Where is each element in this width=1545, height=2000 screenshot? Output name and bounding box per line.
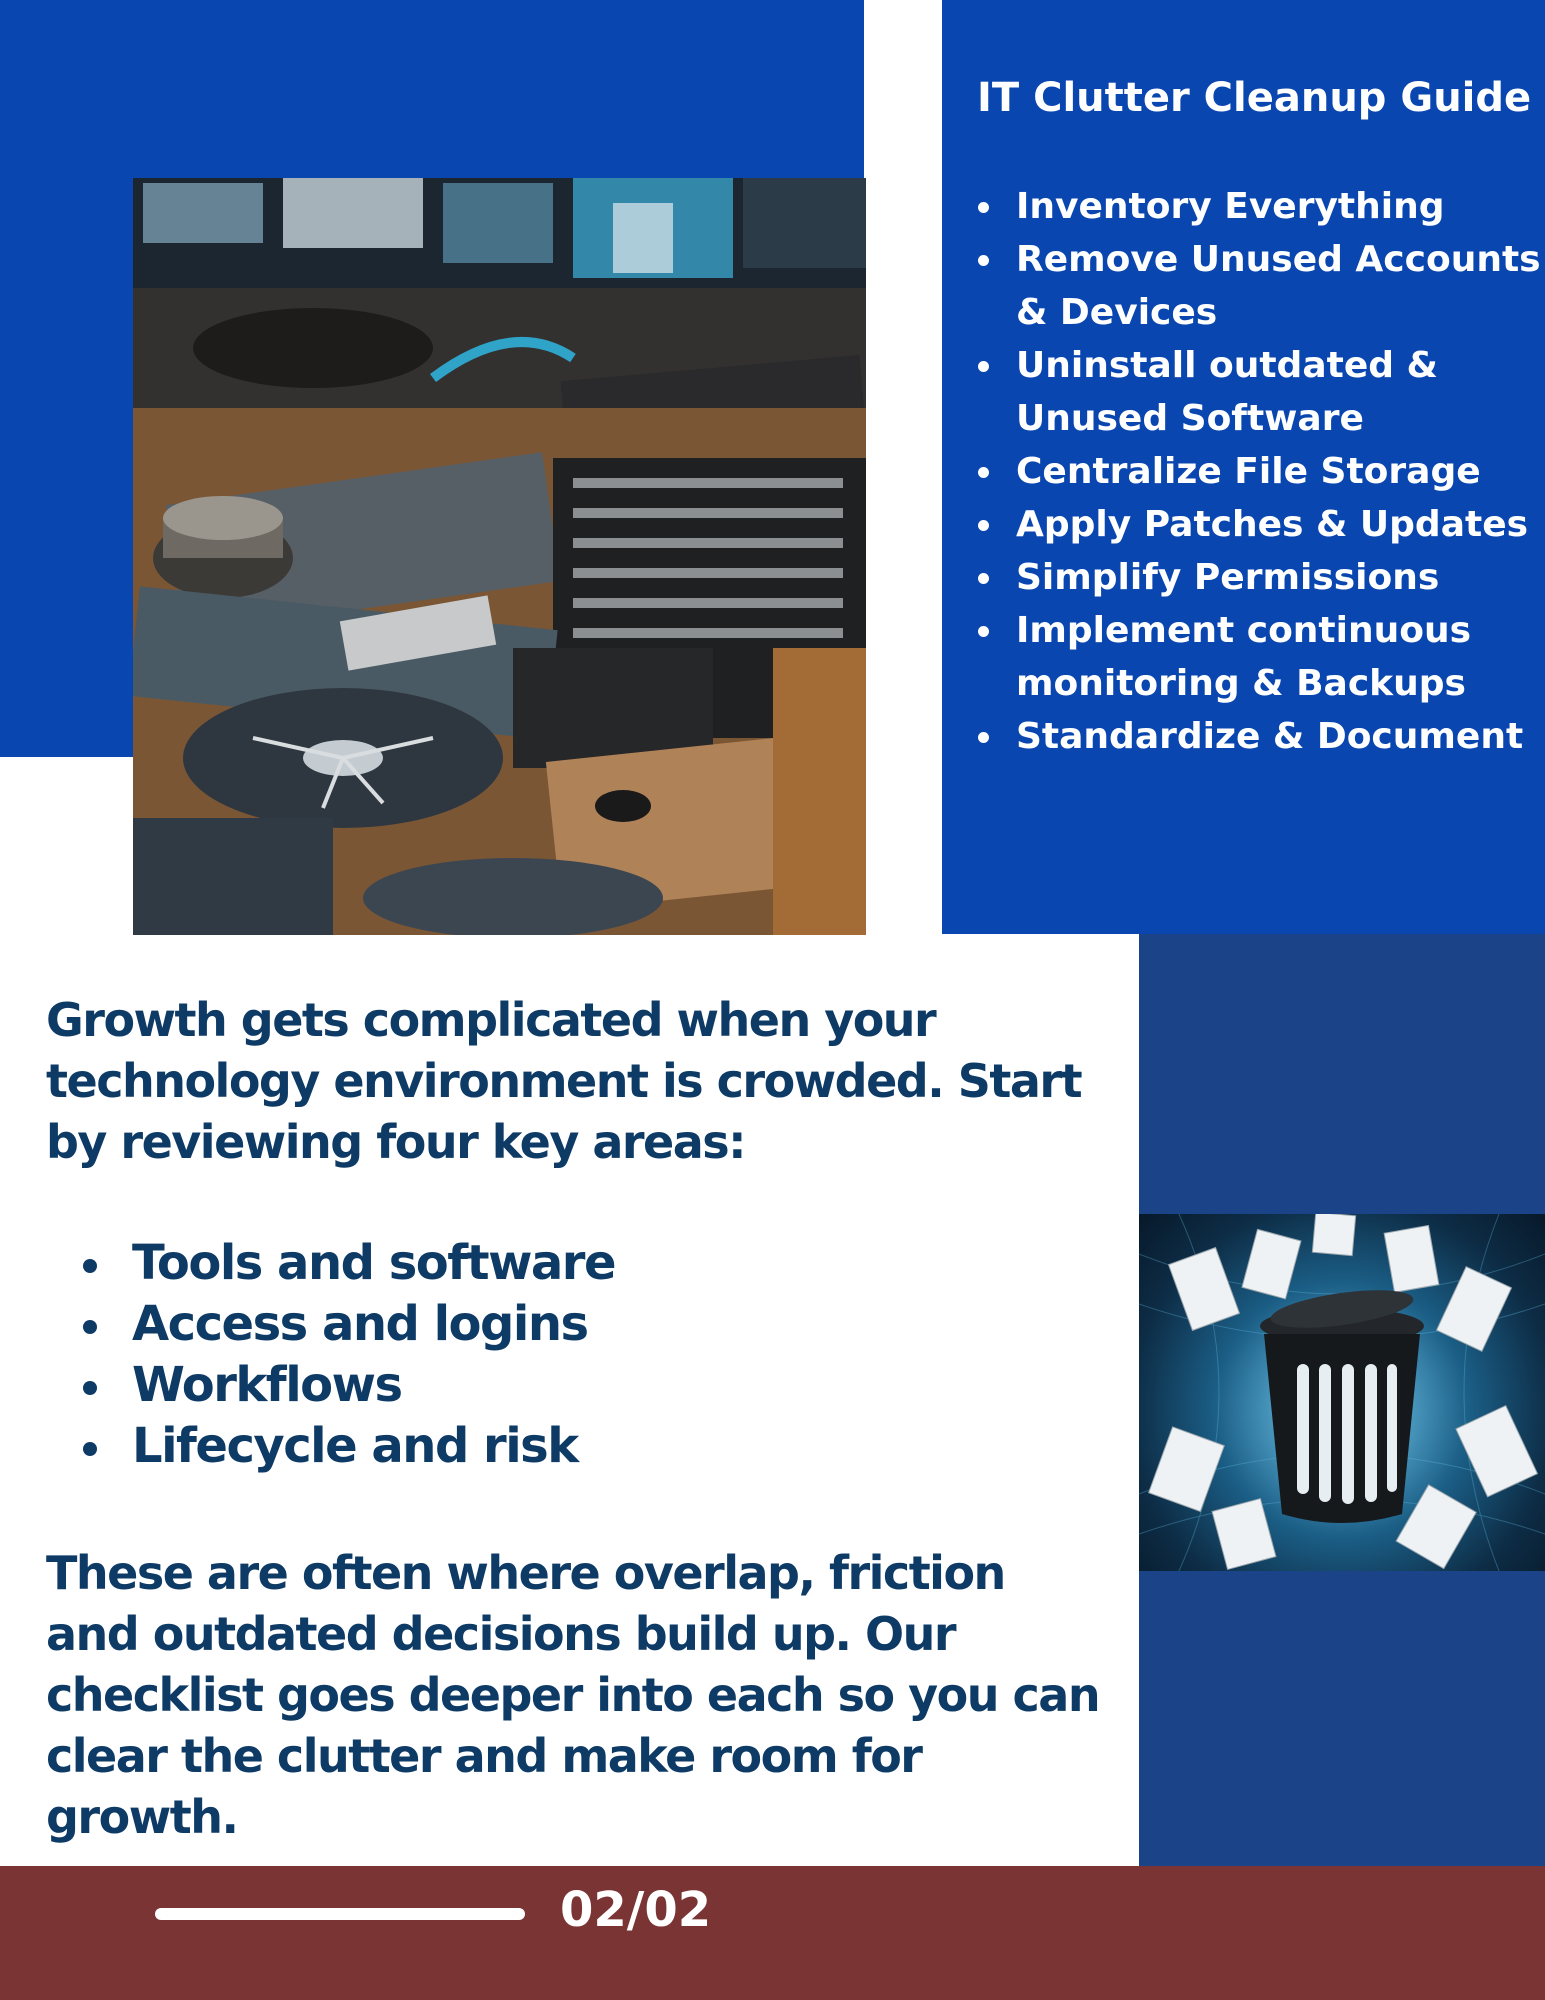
- guide-item-apply-patches: Apply Patches & Updates: [973, 498, 1545, 551]
- page-number: 02/02: [560, 1882, 712, 1938]
- guide-item-inventory: Inventory Everything: [973, 180, 1545, 233]
- guide-item-centralize-storage: Centralize File Storage: [973, 445, 1545, 498]
- guide-title: IT Clutter Cleanup Guide: [977, 75, 1532, 121]
- footer-divider-line: [155, 1908, 525, 1920]
- intro-paragraph: Growth gets complicated when your technology environment is crowded. Start by reviewing four key areas:: [46, 993, 1082, 1169]
- area-item-tools: Tools and software: [46, 1233, 1046, 1294]
- closing-paragraph: These are often where overlap, friction and outdated decisions build up. Our checklist goes deeper into each so you can clear the clutter and make room for growth.: [46, 1546, 1100, 1844]
- trash-can-photo: [1139, 1214, 1545, 1571]
- key-areas-list: [46, 1233, 1046, 1477]
- trash-can-illustration: [1139, 1214, 1545, 1571]
- guide-item-standardize-document: Standardize & Document: [973, 710, 1545, 763]
- guide-item-monitoring-backups: Implement continuous monitoring & Backups: [973, 604, 1545, 710]
- hardware-illustration: [133, 178, 866, 935]
- footer-bar: [0, 1866, 1545, 2000]
- area-item-lifecycle: Lifecycle and risk: [46, 1416, 1046, 1477]
- guide-item-remove-accounts: Remove Unused Accounts & Devices: [973, 233, 1545, 339]
- area-item-workflows: Workflows: [46, 1355, 1046, 1416]
- guide-item-uninstall-software: Uninstall outdated & Unused Software: [973, 339, 1545, 445]
- guide-item-simplify-permissions: Simplify Permissions: [973, 551, 1545, 604]
- guide-checklist: [973, 180, 1545, 763]
- area-item-access: Access and logins: [46, 1294, 1046, 1355]
- cluttered-hardware-photo: [133, 178, 866, 935]
